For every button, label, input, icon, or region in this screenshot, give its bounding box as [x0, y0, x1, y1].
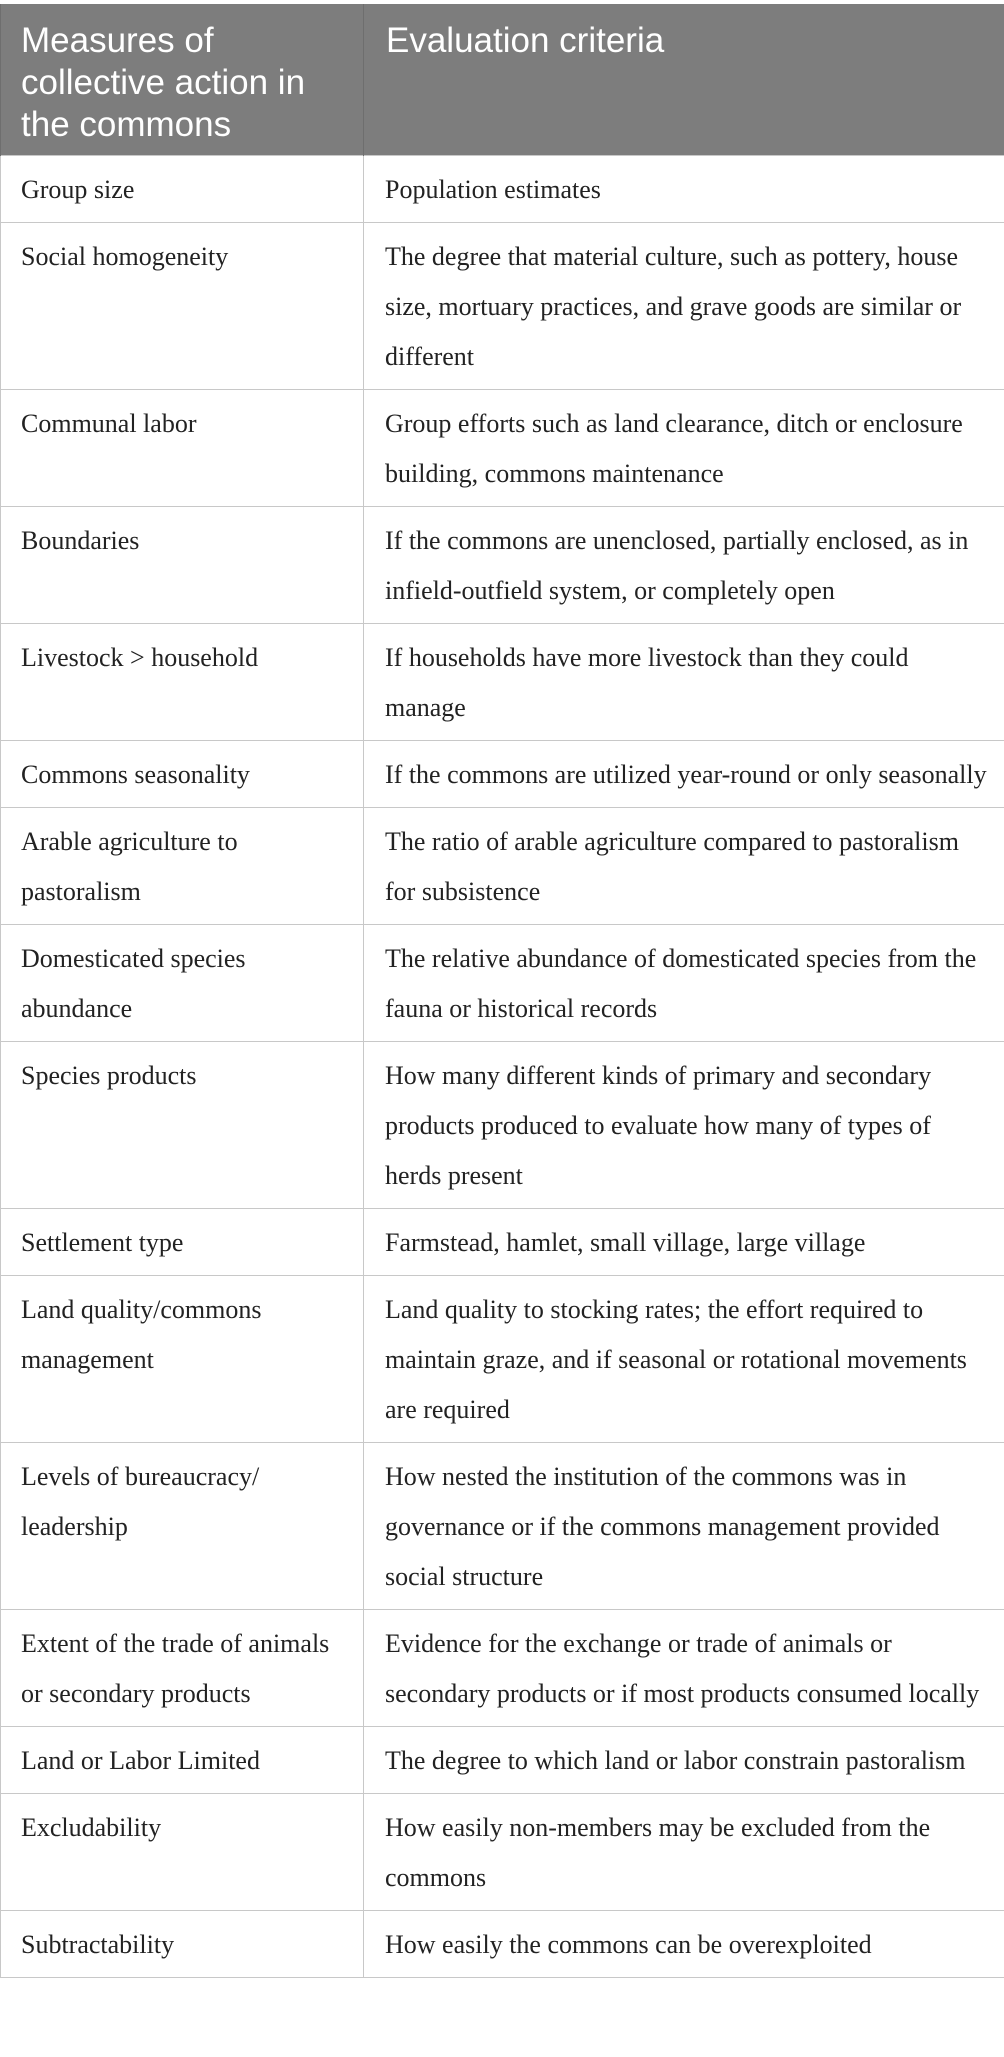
- table-row: [1, 390, 1004, 507]
- measure-cell: Communal labor: [1, 390, 364, 507]
- measure-cell: Domesticated species abundance: [1, 925, 364, 1042]
- criteria-cell: Land quality to stocking rates; the effort required to maintain graze, and if seasonal or rotational movements are required: [364, 1276, 1004, 1443]
- table-container: [0, 4, 1004, 1978]
- table-row: [1, 1794, 1004, 1911]
- table-header: [1, 4, 1004, 156]
- criteria-cell: The ratio of arable agriculture compared to pastoralism for subsistence: [364, 808, 1004, 925]
- criteria-cell: The degree to which land or labor constrain pastoralism: [364, 1727, 1004, 1794]
- table-row: [1, 1727, 1004, 1794]
- table-row: [1, 1209, 1004, 1276]
- table-row: [1, 925, 1004, 1042]
- table-row: [1, 624, 1004, 741]
- criteria-cell: Evidence for the exchange or trade of animals or secondary products or if most products consumed locally: [364, 1610, 1004, 1727]
- table-row: [1, 223, 1004, 390]
- criteria-cell: How nested the institution of the commons was in governance or if the commons management provided social structure: [364, 1443, 1004, 1610]
- table-row: [1, 1911, 1004, 1978]
- criteria-cell: How easily non-members may be excluded from the commons: [364, 1794, 1004, 1911]
- measure-cell: Extent of the trade of animals or secondary products: [1, 1610, 364, 1727]
- criteria-cell: How easily the commons can be overexploited: [364, 1911, 1004, 1978]
- measure-cell: Commons seasonality: [1, 741, 364, 808]
- header-row: [1, 4, 1004, 156]
- measure-cell: Social homogeneity: [1, 223, 364, 390]
- table-row: [1, 1610, 1004, 1727]
- criteria-cell: How many different kinds of primary and secondary products produced to evaluate how many of types of herds present: [364, 1042, 1004, 1209]
- measure-cell: Boundaries: [1, 507, 364, 624]
- criteria-cell: If households have more livestock than they could manage: [364, 624, 1004, 741]
- measure-cell: Group size: [1, 156, 364, 223]
- measure-cell: Excludability: [1, 1794, 364, 1911]
- criteria-cell: The relative abundance of domesticated species from the fauna or historical records: [364, 925, 1004, 1042]
- table-row: [1, 156, 1004, 223]
- measure-cell: Livestock > household: [1, 624, 364, 741]
- table-body: [1, 156, 1004, 1978]
- criteria-cell: Group efforts such as land clearance, ditch or enclosure building, commons maintenance: [364, 390, 1004, 507]
- measure-cell: Arable agriculture to pastoralism: [1, 808, 364, 925]
- criteria-cell: The degree that material culture, such as pottery, house size, mortuary practices, and grave goods are similar or different: [364, 223, 1004, 390]
- table-row: [1, 1276, 1004, 1443]
- table-row: [1, 507, 1004, 624]
- collective-action-table: [0, 4, 1004, 1978]
- measure-cell: Settlement type: [1, 1209, 364, 1276]
- table-row: [1, 741, 1004, 808]
- measure-cell: Land or Labor Limited: [1, 1727, 364, 1794]
- header-evaluation-criteria: Evaluation criteria: [364, 4, 1004, 156]
- criteria-cell: If the commons are unenclosed, partially enclosed, as in infield-outfield system, or completely open: [364, 507, 1004, 624]
- measure-cell: Levels of bureaucracy/ leadership: [1, 1443, 364, 1610]
- criteria-cell: Farmstead, hamlet, small village, large village: [364, 1209, 1004, 1276]
- table-row: [1, 1042, 1004, 1209]
- measure-cell: Land quality/commons management: [1, 1276, 364, 1443]
- criteria-cell: Population estimates: [364, 156, 1004, 223]
- criteria-cell: If the commons are utilized year-round or only seasonally: [364, 741, 1004, 808]
- header-measures: Measures of collective action in the commons: [1, 4, 364, 156]
- measure-cell: Species products: [1, 1042, 364, 1209]
- table-row: [1, 1443, 1004, 1610]
- measure-cell: Subtractability: [1, 1911, 364, 1978]
- table-row: [1, 808, 1004, 925]
